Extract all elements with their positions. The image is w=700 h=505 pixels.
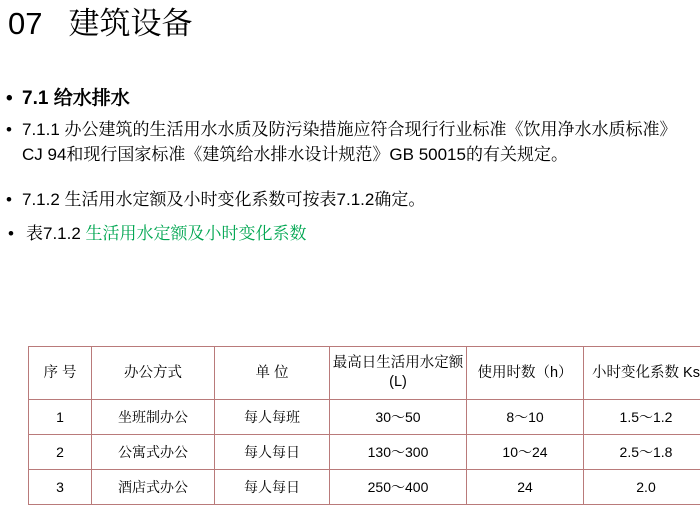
table-cell-2-4: 24 [467,470,584,505]
table-cell-2-3: 250～400 [330,470,467,505]
table-body [29,400,700,505]
paragraph-7-1-1: • 7.1.1 办公建筑的生活用水水质及防污染措施应符合现行行业标准《饮用净水水质标准》CJ 94和现行国家标准《建筑给水排水设计规范》GB 50015的有关规定。 [0,117,700,167]
slide-body [0,86,700,246]
table-cell-1-1: 公寓式办公 [92,435,215,470]
table-cell-0-1: 坐班制办公 [92,400,215,435]
table-caption-text: 生活用水定额及小时变化系数 [86,224,307,243]
table-cell-2-1: 酒店式办公 [92,470,215,505]
section-heading: • 7.1 给水排水 [0,86,700,112]
table-caption [0,222,700,246]
water-quota-table [28,346,700,505]
table-header-cell-2: 单 位 [215,347,330,400]
table-container [28,346,678,505]
table-cell-0-5: 1.5～1.2 [584,400,700,435]
table-row [29,435,700,470]
paragraph-7-1-2: • 7.1.2 生活用水定额及小时变化系数可按表7.1.2确定。 [0,187,700,212]
table-cell-2-0: 3 [29,470,92,505]
table-header-cell-4: 使用时数（h） [467,347,584,400]
page-title [8,2,192,46]
page-title-number: 07 [8,6,42,41]
table-header-cell-1: 办公方式 [92,347,215,400]
table-cell-1-2: 每人每日 [215,435,330,470]
table-caption-prefix: 表7.1.2 [26,224,86,243]
table-header-row [29,347,700,400]
table-cell-2-2: 每人每日 [215,470,330,505]
table-cell-0-4: 8～10 [467,400,584,435]
table-header-cell-0: 序 号 [29,347,92,400]
page-title-text: 建筑设备 [68,6,192,41]
table-header-cell-3: 最高日生活用水定额(L) [330,347,467,400]
table-cell-0-3: 30～50 [330,400,467,435]
table-cell-0-2: 每人每班 [215,400,330,435]
table-header-cell-5: 小时变化系数 Ks [584,347,700,400]
table-cell-0-0: 1 [29,400,92,435]
table-cell-1-5: 2.5～1.8 [584,435,700,470]
table-cell-2-5: 2.0 [584,470,700,505]
table-row [29,470,700,505]
table-row [29,400,700,435]
table-header [29,347,700,400]
table-cell-1-4: 10～24 [467,435,584,470]
table-cell-1-0: 2 [29,435,92,470]
table-cell-1-3: 130～300 [330,435,467,470]
